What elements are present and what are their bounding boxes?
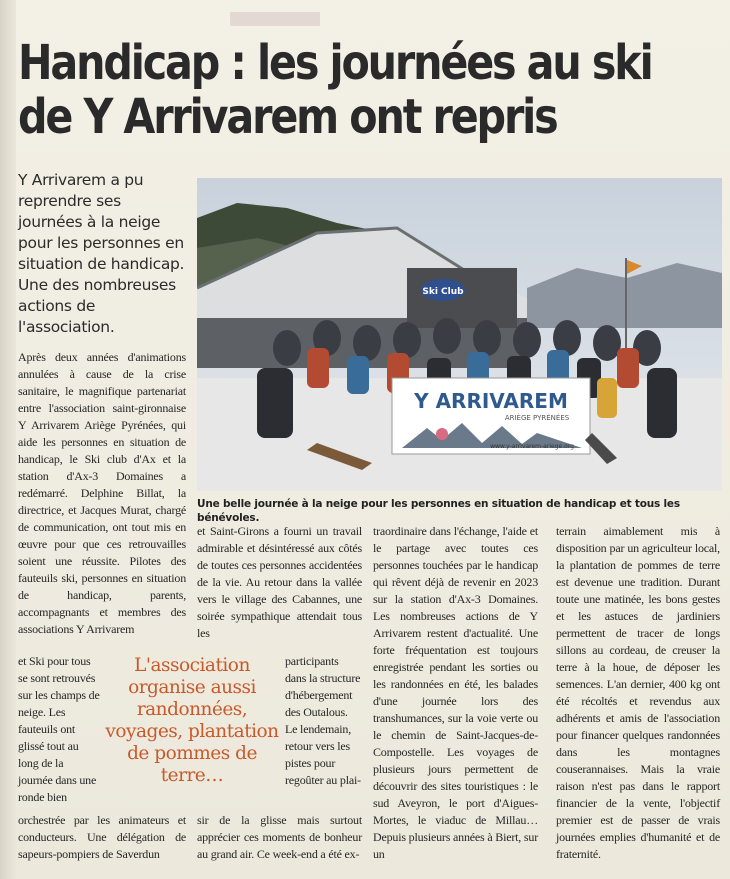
article-lead: Y Arrivarem a pu reprendre ses journées à la neige pour les personnes en situation de handicap. Une des nombreuses actions de l'association. — [18, 171, 185, 336]
body-column-1-end: orchestrée par les animateurs et conducteurs. Une délégation de sapeurs-pompiers de Saverdun — [18, 813, 186, 861]
body-column-2-wrap: participants dans la structure d'hébergement des Outalous. Le lendemain, retour vers les pistes pour regoûter au plai- — [285, 654, 361, 787]
banner-url: www.y-arrivarem-ariege.org — [490, 443, 574, 450]
pull-quote: L'association organise aussi randonnées, voyages, plantation de pommes de terre… — [105, 655, 279, 786]
adjacent-page-edge — [0, 0, 16, 879]
body-column-3: traordinaire dans l'échange, l'aide et le partage avec toutes ces personnes touchées par le handicap qui rêvent déjà de revenir en 2023 sur la station d'Ax-3 Domaines. Les nombreuses actions de Y Arrivarem restent d'actualité. Une forte fréquentation est toujours enregistrée pendant les sorties ou les randonnées en été, les balades d'une journée lors des transhumances, sur la voie verte ou le chemin de Saint-Jacques-de-Compostelle. Les voyages de plusieurs jours permettent de découvrir des sites touristiques : le sud Aveyron, le port d'Aigues-Mortes, le viaduc de Millau… Depuis plusieurs années à Biert, sur un — [373, 524, 538, 861]
ski-club-sign: Ski Club — [422, 287, 464, 297]
body-column-2-end: sir de la glisse mais surtout apprécier ces moments de bonheur au grand air. Ce week-end a été ex- — [197, 813, 362, 861]
body-column-1: Après deux années d'animations annulées à cause de la crise sanitaire, le magnifique partenariat entre l'association saint-gironnaise Y Arrivarem Ariège Pyrénées, qui aide les personnes en situation de handicap, le Ski club d'Ax et la station d'Ax-3 Domaines a redémarré. Delphine Billat, la directrice, et Jacques Murat, chargé de communication, ont tout mis en œuvre pour que ces retrouvailles soient une réussite. Pilotes des fauteuils ski, personnes en situation de handicap, parents, accompagnants et membres des associations Y Arrivarem — [18, 350, 186, 636]
article-headline — [18, 35, 652, 145]
body-column-1-wrap: et Ski pour tous se sont retrouvés sur les champs de neige. Les fauteuils ont glissé tout au long de la journée dans une ronde bien — [18, 654, 100, 804]
banner-title: Y ARRIVAREM — [414, 389, 568, 413]
body-column-2: et Saint-Girons a fourni un travail admirable et désintéressé aux côtés de toutes ces personnes accidentées de la vie. Au retour dans la vallée vers le village des Cabannes, une soirée sympathique attendait tous les — [197, 524, 362, 640]
headline-line-1: Handicap : les journées au ski — [18, 35, 652, 91]
photo-caption: Une belle journée à la neige pour les personnes en situation de handicap et tous les bénévoles. — [197, 498, 680, 524]
section-tag-bleed — [230, 12, 320, 26]
body-column-4: terrain aimablement mis à disposition par un agriculteur local, la plantation de pommes de terre est devenue une tradition. Durant toute une matinée, les bons gestes et les astuces de jardiniers permettent de tracer de longs sillons au cordeau, de creuser la terre à la houe, de déposer les semences. L'an dernier, 400 kg ont été récoltés et revendus aux adhérents et amis de l'association pour financer quelques randonnées dans les montagnes couserannaises. Mais la vraie raison n'est pas dans le rapport financier de la vente, l'objectif premier est de passer de vrais journées emplies d'humanité et de fraternité. — [556, 524, 720, 861]
banner-subtitle: ARIÈGE PYRÉNÉES — [504, 414, 570, 422]
headline-line-2: de Y Arrivarem ont repris — [18, 89, 557, 145]
photo-illustration — [197, 178, 722, 491]
group-photo — [197, 178, 722, 491]
